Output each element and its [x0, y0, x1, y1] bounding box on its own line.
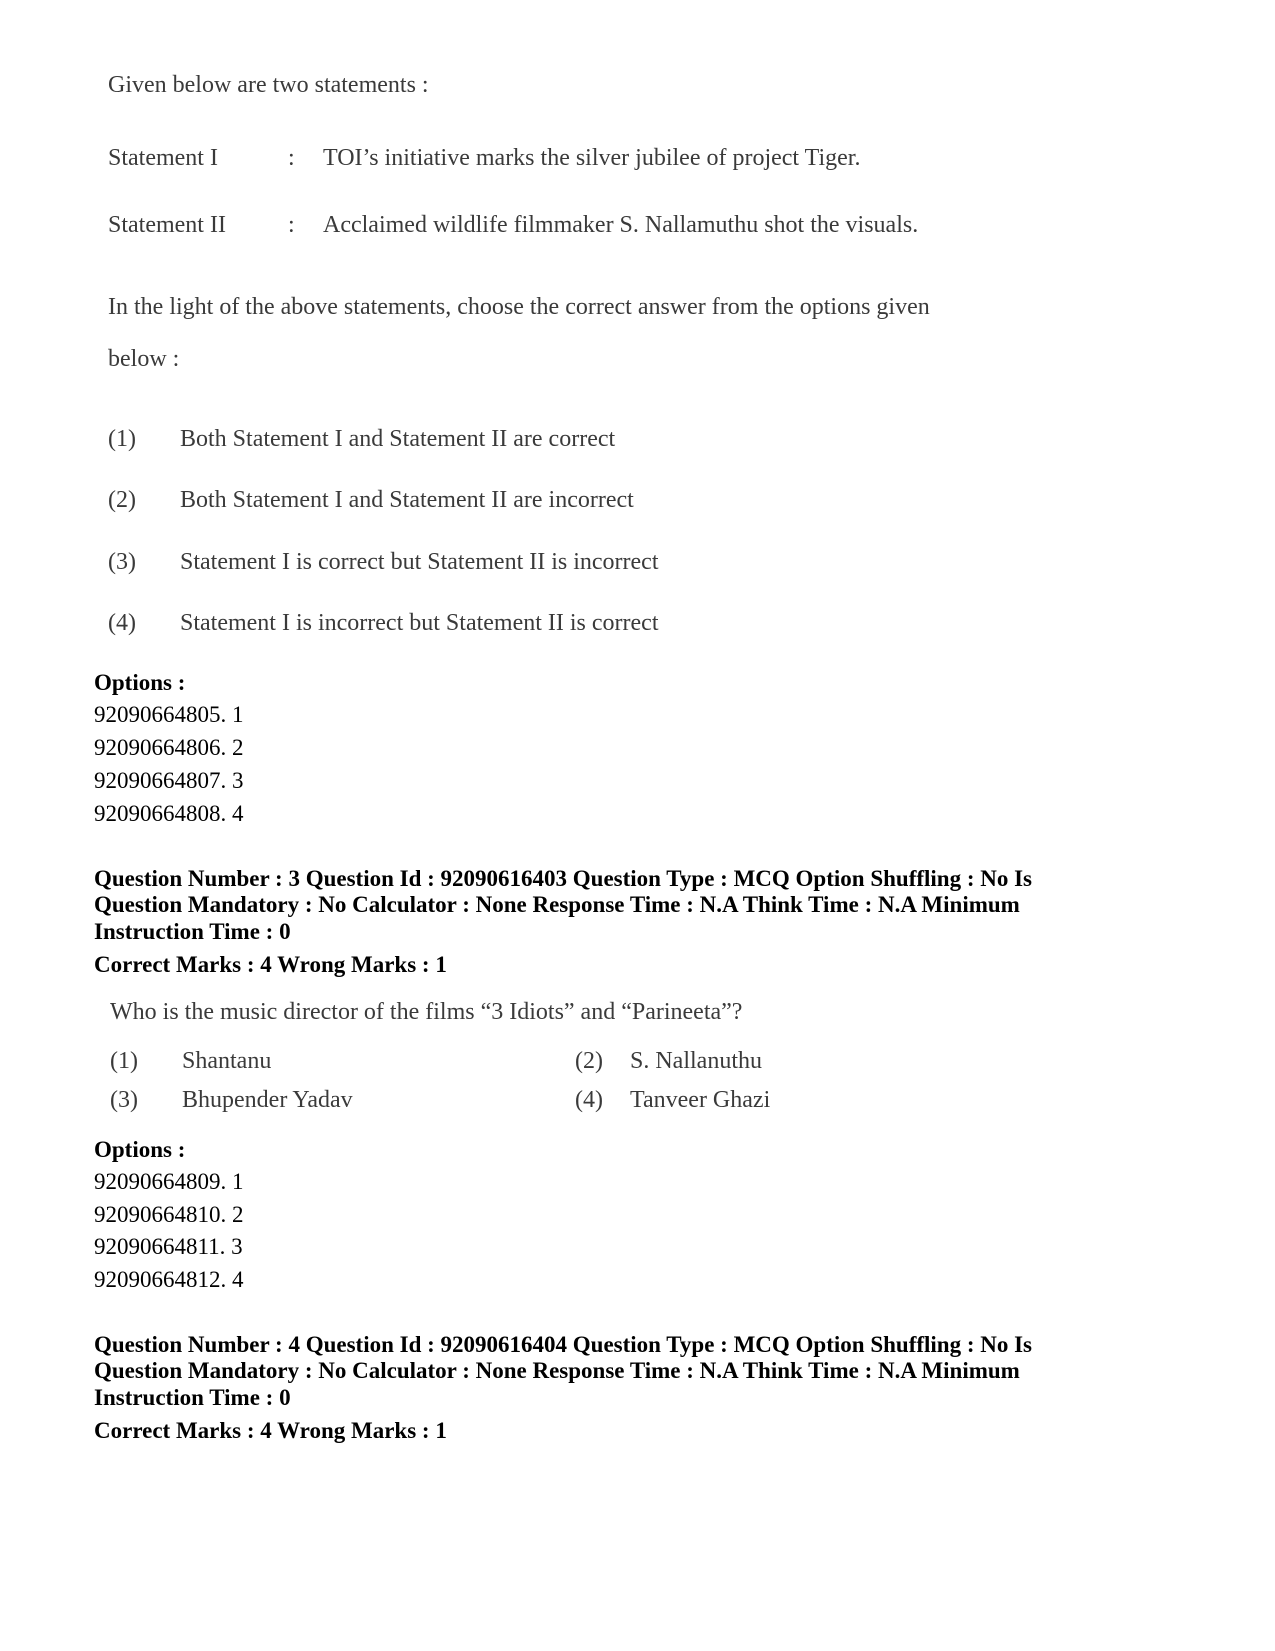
- q2-option-id-3: 92090664807. 3: [94, 768, 244, 793]
- q2-choice-1-num: (1): [108, 426, 136, 452]
- q2-option-id-1: 92090664805. 1: [94, 702, 244, 727]
- q3-choice-2-num: (2): [575, 1048, 603, 1074]
- q2-statement-1-text: TOI’s initiative marks the silver jubilee of project Tiger.: [323, 145, 861, 171]
- q3-option-id-3: 92090664811. 3: [94, 1234, 243, 1259]
- q3-option-id-1: 92090664809. 1: [94, 1169, 244, 1194]
- q3-choice-1-num: (1): [110, 1048, 138, 1074]
- q2-choice-4-num: (4): [108, 610, 136, 636]
- q3-choice-3-text: Bhupender Yadav: [182, 1087, 353, 1113]
- q2-statement-2-label: Statement II: [108, 212, 226, 238]
- q3-option-id-2: 92090664810. 2: [94, 1202, 244, 1227]
- q2-choice-3-num: (3): [108, 549, 136, 575]
- q4-marks: Correct Marks : 4 Wrong Marks : 1: [94, 1418, 447, 1443]
- q2-statement-1-label: Statement I: [108, 145, 218, 171]
- q4-header-line-2: Question Mandatory : No Calculator : None Response Time : N.A Think Time : N.A Minimum: [94, 1358, 1020, 1383]
- q3-choice-3-num: (3): [110, 1087, 138, 1113]
- q2-statement-2-text: Acclaimed wildlife filmmaker S. Nallamuthu shot the visuals.: [323, 212, 919, 238]
- q3-options-heading: Options :: [94, 1137, 186, 1162]
- q3-option-id-4: 92090664812. 4: [94, 1267, 244, 1292]
- q2-choice-2-num: (2): [108, 487, 136, 513]
- q2-choice-3-text: Statement I is correct but Statement II is incorrect: [180, 549, 659, 575]
- q2-choice-1-text: Both Statement I and Statement II are correct: [180, 426, 616, 452]
- q3-header-line-1: Question Number : 3 Question Id : 92090616403 Question Type : MCQ Option Shuffling : No Is: [94, 866, 1033, 891]
- q2-instruction-line-2: below :: [108, 346, 180, 372]
- q2-instruction-line-1: In the light of the above statements, choose the correct answer from the options given: [108, 294, 930, 320]
- q2-statement-1-sep: :: [288, 145, 295, 171]
- q3-header-line-2: Question Mandatory : No Calculator : None Response Time : N.A Think Time : N.A Minimum: [94, 892, 1020, 917]
- q2-intro: Given below are two statements :: [108, 72, 429, 98]
- q4-header-line-1: Question Number : 4 Question Id : 92090616404 Question Type : MCQ Option Shuffling : No Is: [94, 1332, 1033, 1357]
- q2-choice-4-text: Statement I is incorrect but Statement II is correct: [180, 610, 659, 636]
- q2-statement-2-sep: :: [288, 212, 295, 238]
- q3-question-text: Who is the music director of the films “3 Idiots” and “Parineeta”?: [110, 999, 743, 1025]
- q3-choice-1-text: Shantanu: [182, 1048, 272, 1074]
- q2-option-id-2: 92090664806. 2: [94, 735, 244, 760]
- q3-choice-2-text: S. Nallanuthu: [630, 1048, 762, 1074]
- q3-choice-4-num: (4): [575, 1087, 603, 1113]
- q4-header-line-3: Instruction Time : 0: [94, 1385, 291, 1410]
- q3-choice-4-text: Tanveer Ghazi: [630, 1087, 771, 1113]
- q3-marks: Correct Marks : 4 Wrong Marks : 1: [94, 952, 447, 977]
- q3-header-line-3: Instruction Time : 0: [94, 919, 291, 944]
- q2-option-id-4: 92090664808. 4: [94, 801, 244, 826]
- q2-choice-2-text: Both Statement I and Statement II are incorrect: [180, 487, 634, 513]
- q2-options-heading: Options :: [94, 670, 186, 695]
